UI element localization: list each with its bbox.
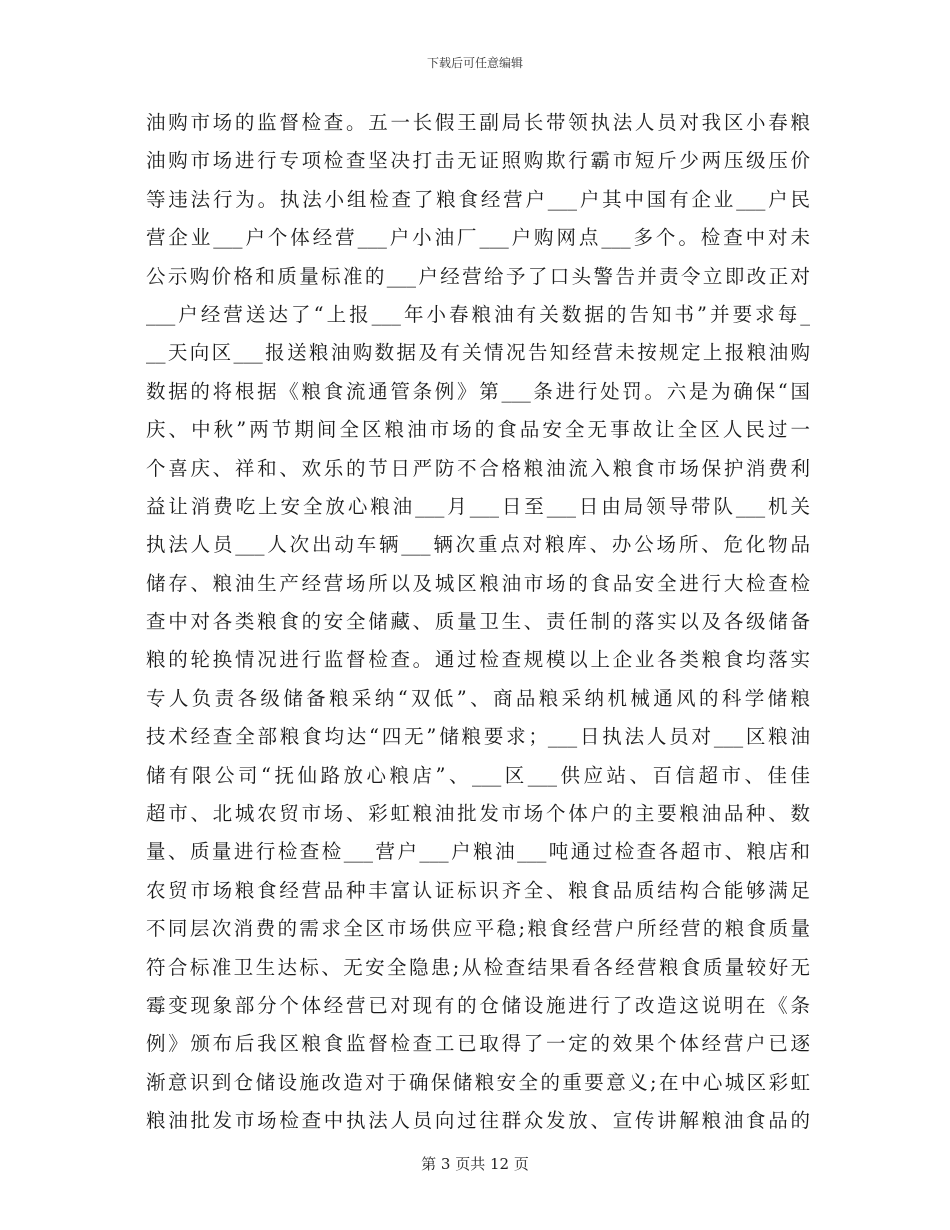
body-line: 公示购价格和质量标准的___户经营给予了口头警告并责令立即改正对 — [146, 264, 810, 288]
body-line: __天向区___报送粮油购数据及有关情况告知经营未按规定上报粮油购 — [146, 341, 810, 365]
body-line: ___户经营送达了“上报___年小春粮油有关数据的告知书”并要求每_ — [146, 302, 810, 326]
body-line: 专人负责各级储备粮采纳“双低”、商品粮采纳机械通风的科学储粮 — [146, 686, 810, 710]
body-line: 粮油批发市场检查中执法人员向过往群众发放、宣传讲解粮油食品的 — [146, 1109, 810, 1133]
body-line: 益让消费吃上安全放心粮油___月___日至___日由局领导带队___机关 — [146, 494, 810, 518]
body-line: 个喜庆、祥和、欢乐的节日严防不合格粮油流入粮食市场保护消费利 — [146, 456, 810, 480]
body-line: 例》颁布后我区粮食监督检查工已取得了一定的效果个体经营户已逐 — [146, 1032, 810, 1056]
body-line: 庆、中秋”两节期间全区粮油市场的食品安全无事故让全区人民过一 — [146, 418, 810, 442]
body-line: 超市、北城农贸市场、彩虹粮油批发市场个体户的主要粮油品种、数 — [146, 802, 810, 826]
body-line: 霉变现象部分个体经营已对现有的仓储设施进行了改造这说明在《条 — [146, 993, 810, 1017]
page-header: 下载后可任意编辑 — [426, 56, 523, 70]
body-line: 渐意识到仓储设施改造对于确保储粮安全的重要意义;在中心城区彩虹 — [146, 1070, 810, 1094]
body-line: 执法人员___人次出动车辆___辆次重点对粮库、办公场所、危化物品 — [146, 533, 810, 557]
body-line: 油购市场的监督检查。五一长假王副局长带领执法人员对我区小春粮 — [146, 111, 810, 134]
body-line: 储存、粮油生产经营场所以及城区粮油市场的食品安全进行大检查检 — [146, 571, 810, 595]
body-line: 不同层次消费的需求全区市场供应平稳;粮食经营户所经营的粮食质量 — [146, 917, 810, 941]
body-line: 粮的轮换情况进行监督检查。通过检查规模以上企业各类粮食均落实 — [146, 648, 810, 672]
page-footer: 第 3 页共 12 页 — [421, 1155, 529, 1173]
document-body — [146, 104, 810, 1141]
body-line: 查中对各类粮食的安全储藏、质量卫生、责任制的落实以及各级储备 — [146, 610, 810, 634]
body-line: 储有限公司“抚仙路放心粮店”、___区___供应站、百信超市、佳佳 — [146, 763, 810, 787]
body-line: 符合标准卫生达标、无安全隐患;从检查结果看各经营粮食质量较好无 — [146, 955, 810, 979]
body-line: 等违法行为。执法小组检查了粮食经营户___户其中国有企业___户民 — [146, 187, 810, 211]
body-line: 农贸市场粮食经营品种丰富认证标识齐全、粮食品质结构合能够满足 — [146, 878, 810, 902]
body-line: 数据的将根据《粮食流通管条例》第___条进行处罚。六是为确保“国 — [146, 379, 810, 403]
body-line: 油购市场进行专项检查坚决打击无证照购欺行霸市短斤少两压级压价 — [146, 149, 810, 173]
body-line: 量、质量进行检查检___营户___户粮油___吨通过检查各超市、粮店和 — [146, 840, 810, 864]
body-line: 技术经查全部粮食均达“四无”储粮要求；___日执法人员对___区粮油 — [146, 725, 810, 749]
body-line: 营企业___户个体经营___户小油厂___户购网点___多个。检查中对未 — [146, 226, 810, 250]
